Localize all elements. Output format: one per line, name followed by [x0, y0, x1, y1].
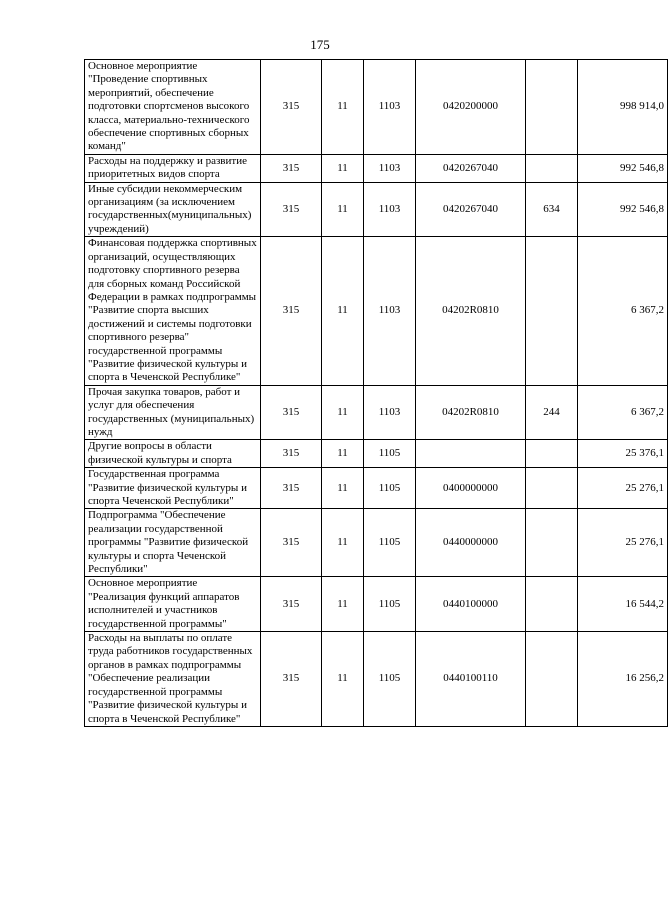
row-expense-type-code: 244: [526, 385, 578, 440]
table-row: [85, 154, 668, 182]
row-target-article-code: 0440100110: [416, 632, 526, 727]
row-expense-type-code: [526, 577, 578, 632]
row-amount: 25 276,1: [578, 509, 668, 577]
row-name: Другие вопросы в области физической культуры и спорта: [85, 440, 261, 468]
row-ministry-code: 315: [261, 182, 322, 237]
table-row: [85, 509, 668, 577]
row-name: Государственная программа "Развитие физической культуры и спорта Чеченской Республики": [85, 468, 261, 509]
row-expense-type-code: [526, 509, 578, 577]
row-target-article-code: 0420267040: [416, 154, 526, 182]
row-amount: 25 276,1: [578, 468, 668, 509]
row-name: Основное мероприятие "Проведение спортивных мероприятий, обеспечение подготовки спортсменов высокого класса, материально-технического обеспечение спортивных сборных команд": [85, 60, 261, 155]
row-amount: 992 546,8: [578, 182, 668, 237]
row-ministry-code: 315: [261, 385, 322, 440]
row-section-code: 11: [322, 632, 364, 727]
row-name: Подпрограмма "Обеспечение реализации государственной программы "Развитие физической культуры и спорта Чеченской Республики": [85, 509, 261, 577]
row-section-code: 11: [322, 154, 364, 182]
row-section-code: 11: [322, 182, 364, 237]
row-subsection-code: 1105: [364, 632, 416, 727]
table-row: [85, 237, 668, 385]
budget-table: [84, 59, 668, 727]
row-name: Иные субсидии некоммерческим организациям (за исключением государственных(муниципальных) учреждений): [85, 182, 261, 237]
row-subsection-code: 1105: [364, 577, 416, 632]
row-subsection-code: 1103: [364, 154, 416, 182]
row-target-article-code: 0420267040: [416, 182, 526, 237]
page-number: 175: [310, 37, 330, 52]
row-amount: 6 367,2: [578, 385, 668, 440]
row-subsection-code: 1103: [364, 182, 416, 237]
row-amount: 6 367,2: [578, 237, 668, 385]
row-target-article-code: 0440000000: [416, 509, 526, 577]
row-amount: 992 546,8: [578, 154, 668, 182]
row-name: Финансовая поддержка спортивных организаций, осуществляющих подготовку спортивного резерва для сборных команд Российской Федерации в рамках подпрограммы "Развитие спорта высших достижений и системы подготовки спортивного резерва" государственной программы "Развитие физической культуры и спорта в Чеченской Республике": [85, 237, 261, 385]
row-ministry-code: 315: [261, 440, 322, 468]
table-row: [85, 440, 668, 468]
row-target-article-code: 04202R0810: [416, 385, 526, 440]
row-amount: 16 256,2: [578, 632, 668, 727]
row-subsection-code: 1105: [364, 509, 416, 577]
row-name: Прочая закупка товаров, работ и услуг для обеспечения государственных (муниципальных) нужд: [85, 385, 261, 440]
row-section-code: 11: [322, 60, 364, 155]
row-subsection-code: 1105: [364, 440, 416, 468]
row-expense-type-code: [526, 440, 578, 468]
row-ministry-code: 315: [261, 60, 322, 155]
row-ministry-code: 315: [261, 468, 322, 509]
row-target-article-code: 04202R0810: [416, 237, 526, 385]
table-row: [85, 60, 668, 155]
row-section-code: 11: [322, 577, 364, 632]
row-target-article-code: 0400000000: [416, 468, 526, 509]
table-row: [85, 577, 668, 632]
row-ministry-code: 315: [261, 577, 322, 632]
row-subsection-code: 1103: [364, 385, 416, 440]
table-row: [85, 182, 668, 237]
row-ministry-code: 315: [261, 237, 322, 385]
row-section-code: 11: [322, 468, 364, 509]
row-expense-type-code: [526, 468, 578, 509]
row-ministry-code: 315: [261, 632, 322, 727]
row-name: Основное мероприятие "Реализация функций аппаратов исполнителей и участников государственной программы": [85, 577, 261, 632]
row-target-article-code: [416, 440, 526, 468]
row-section-code: 11: [322, 509, 364, 577]
row-target-article-code: 0420200000: [416, 60, 526, 155]
row-amount: 25 376,1: [578, 440, 668, 468]
row-section-code: 11: [322, 440, 364, 468]
row-subsection-code: 1103: [364, 60, 416, 155]
row-name: Расходы на поддержку и развитие приоритетных видов спорта: [85, 154, 261, 182]
row-section-code: 11: [322, 385, 364, 440]
row-expense-type-code: 634: [526, 182, 578, 237]
row-expense-type-code: [526, 237, 578, 385]
row-section-code: 11: [322, 237, 364, 385]
row-name: Расходы на выплаты по оплате труда работников государственных органов в рамках подпрограммы "Обеспечение реализации государственной программы "Развитие физической культуры и спорта в Чеченской Республике": [85, 632, 261, 727]
row-target-article-code: 0440100000: [416, 577, 526, 632]
row-subsection-code: 1103: [364, 237, 416, 385]
row-ministry-code: 315: [261, 154, 322, 182]
row-amount: 16 544,2: [578, 577, 668, 632]
row-amount: 998 914,0: [578, 60, 668, 155]
row-expense-type-code: [526, 632, 578, 727]
row-subsection-code: 1105: [364, 468, 416, 509]
row-expense-type-code: [526, 154, 578, 182]
table-row: [85, 385, 668, 440]
row-ministry-code: 315: [261, 509, 322, 577]
table-row: [85, 632, 668, 727]
row-expense-type-code: [526, 60, 578, 155]
table-row: [85, 468, 668, 509]
